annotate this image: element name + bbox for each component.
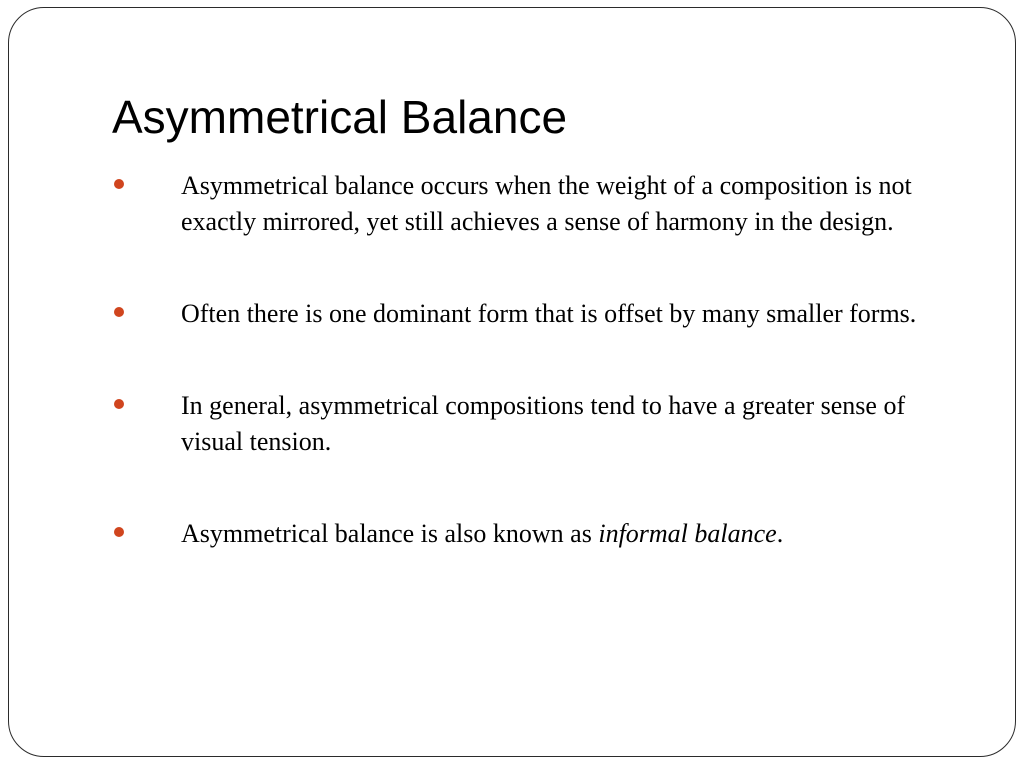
bullet-text: Asymmetrical balance occurs when the weight of a composition is not exactly mirrored, yet still achieves a sense of harmony in the design.: [181, 171, 912, 236]
bullet-text-end: .: [776, 519, 784, 548]
bullet-dot-icon: [114, 399, 124, 409]
bullet-text: Often there is one dominant form that is offset by many smaller forms.: [181, 299, 917, 328]
slide-title: Asymmetrical Balance: [112, 91, 568, 143]
bullet-item: [110, 516, 970, 552]
bullet-text: [181, 519, 783, 548]
bullet-item: [110, 296, 970, 332]
bullet-emphasis: informal balance: [598, 519, 777, 548]
bullet-list: [110, 168, 970, 552]
bullet-text: In general, asymmetrical compositions tend to have a greater sense of visual tension.: [181, 391, 906, 456]
bullet-dot-icon: [114, 527, 124, 537]
bullet-text-lead: Asymmetrical balance is also known as: [181, 519, 599, 548]
bullet-item: [110, 388, 970, 460]
bullet-dot-icon: [114, 307, 124, 317]
bullet-dot-icon: [114, 179, 124, 189]
bullet-item: [110, 168, 970, 240]
